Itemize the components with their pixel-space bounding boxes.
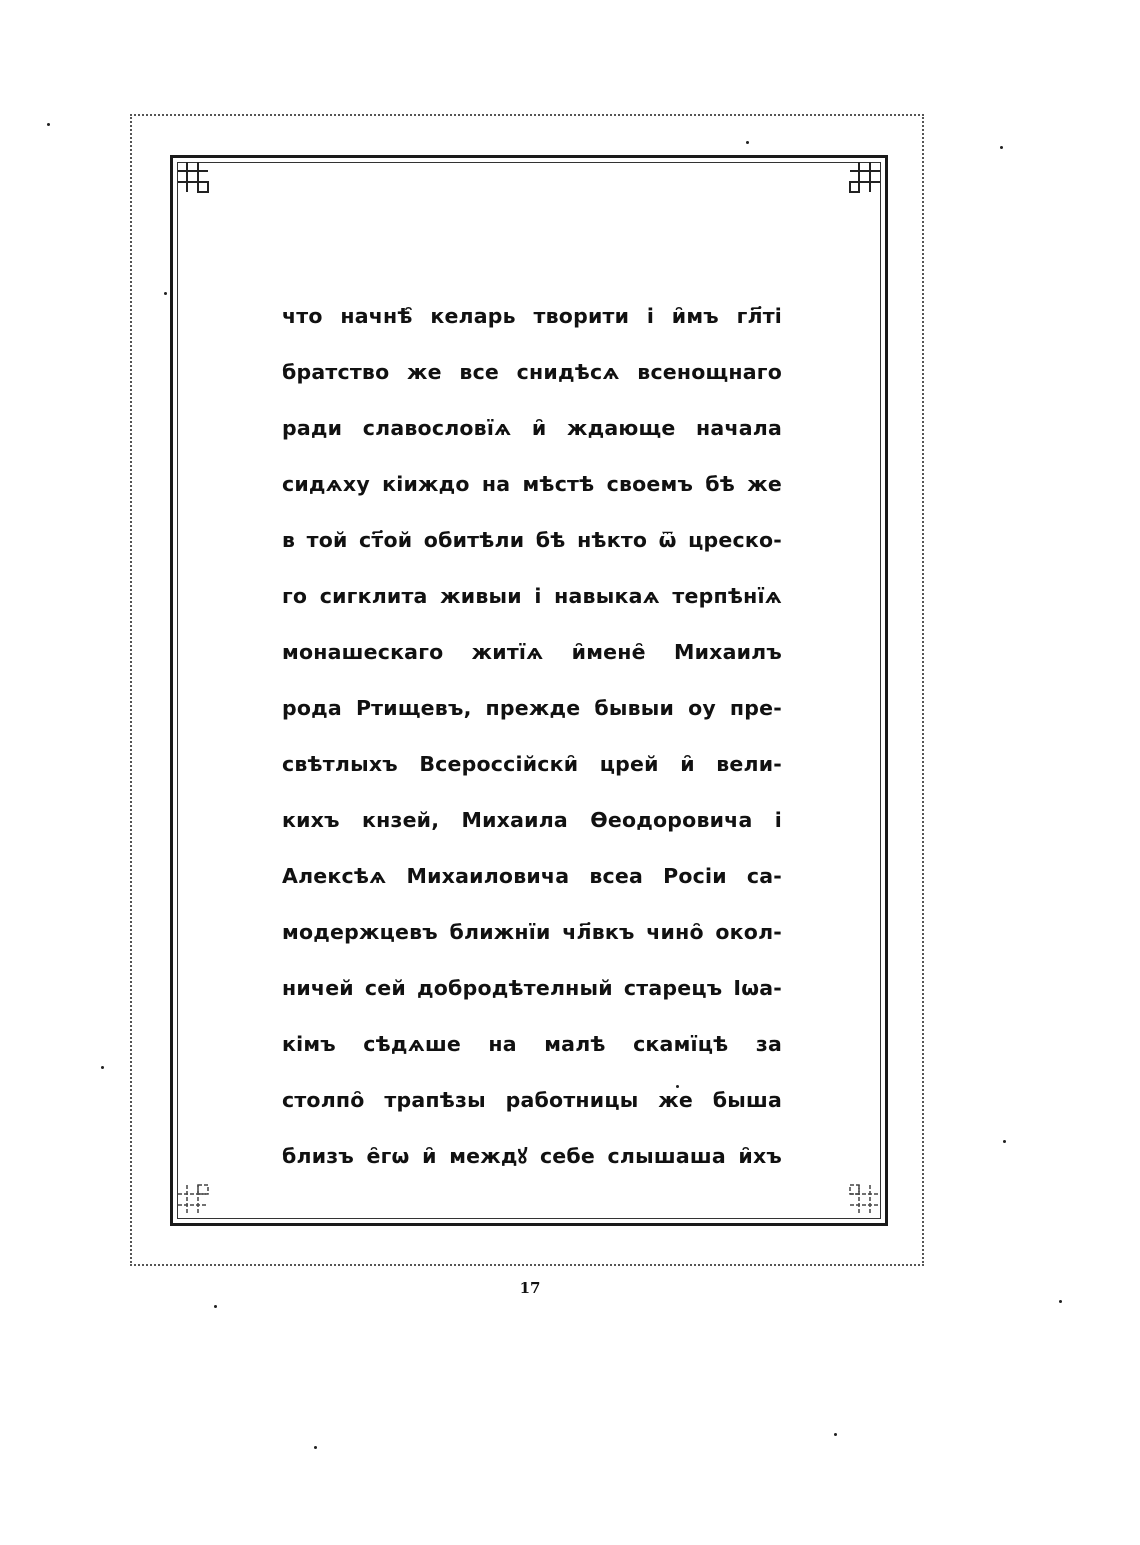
text-line: ничей сей добродѣтелный старецъ Іѡа- — [282, 976, 782, 1000]
scan-speck — [314, 1446, 317, 1449]
text-line: ради славословїѧ и̑ ждающе начала — [282, 416, 782, 440]
text-line: сидѧху кіиждо на мѣстѣ своемъ бѣ же — [282, 472, 782, 496]
scan-speck — [834, 1433, 837, 1436]
corner-ornament-top-right — [848, 160, 882, 194]
text-line: близъ е̑гѡ и̑ междꙋ себе слышаша и̑хъ — [282, 1144, 782, 1168]
text-line: что начнѣ̑ келарь творити і и̑мъ гл҃ті — [282, 304, 782, 328]
scan-speck — [1003, 1140, 1006, 1143]
church-slavonic-text-block — [282, 288, 782, 1184]
text-line: столпо̑ трапѣзы работницы же быша — [282, 1088, 782, 1112]
corner-ornament-top-left — [176, 160, 210, 194]
text-line: монашескаго житїѧ и̑мене̑ Михаилъ — [282, 640, 782, 664]
text-line: в той ст҃ой обитѣли бѣ нѣкто ѿ цреско- — [282, 528, 782, 552]
page-number: 17 — [519, 1279, 541, 1297]
scan-speck — [1000, 146, 1003, 149]
text-line: братство же все снидѣсѧ всенощнаго — [282, 360, 782, 384]
text-line: кімъ сѣдѧше на малѣ скамїцѣ за — [282, 1032, 782, 1056]
scan-speck — [746, 141, 749, 144]
text-line: свѣтлыхъ Всероссійски̑ црей и̑ вели- — [282, 752, 782, 776]
text-line: рода Ртищевъ, прежде бывыи оу пре- — [282, 696, 782, 720]
scan-speck — [164, 292, 167, 295]
text-line: кихъ кнзей, Михаила Ѳеодоровича і — [282, 808, 782, 832]
scan-speck — [101, 1066, 104, 1069]
scan-speck — [676, 1085, 679, 1088]
text-line: го сигклита живыи і навыкаѧ терпѣнїѧ — [282, 584, 782, 608]
text-line: Алексѣѧ Михаиловича всеа Росіи са- — [282, 864, 782, 888]
scan-speck — [1059, 1300, 1062, 1303]
scan-speck — [47, 123, 50, 126]
corner-ornament-bottom-right — [848, 1183, 882, 1217]
scan-speck — [214, 1305, 217, 1308]
text-line: модержцевъ ближнїи чл҃вкъ чино̑ окол- — [282, 920, 782, 944]
corner-ornament-bottom-left — [176, 1183, 210, 1217]
